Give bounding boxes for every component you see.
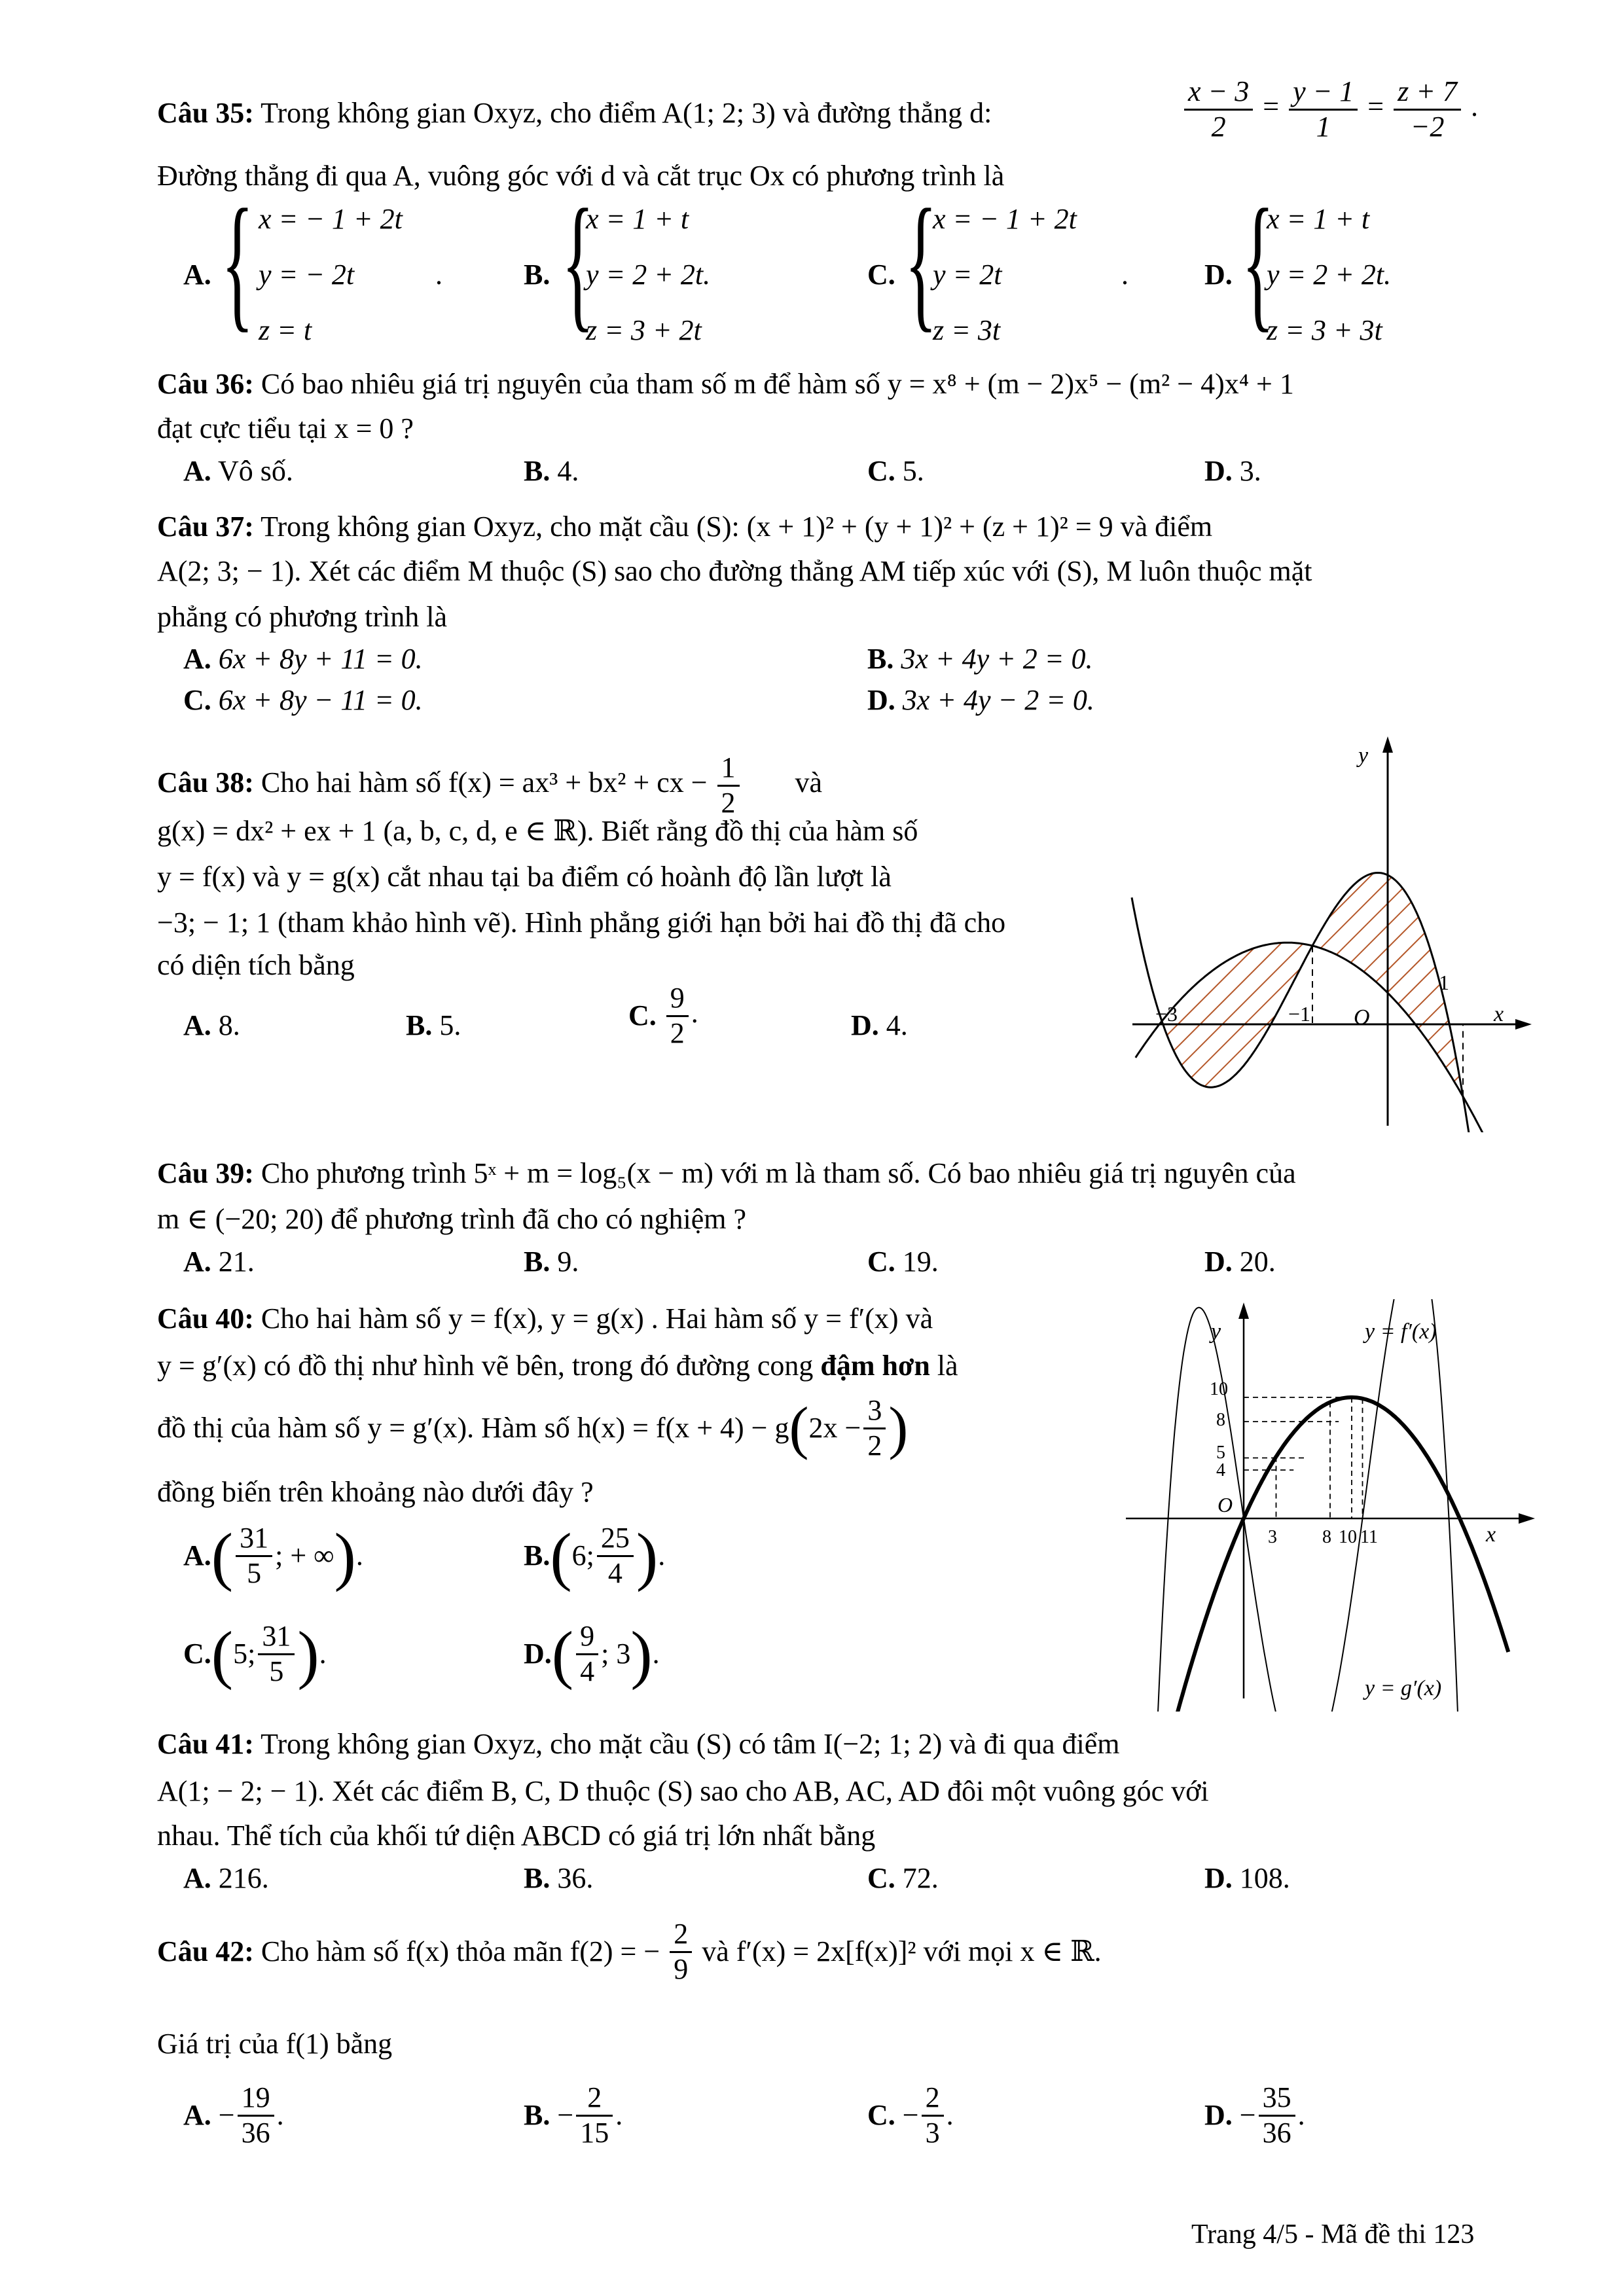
- option-b-key[interactable]: B.: [524, 259, 550, 291]
- option-a[interactable]: A. 216.: [183, 1862, 269, 1894]
- question-stem: m ∈ (−20; 20) để phương trình đã cho có nghiệm ?: [157, 1203, 746, 1235]
- question-label: Câu 41:: [157, 1728, 254, 1760]
- option-c[interactable]: C. 6x + 8y − 11 = 0.: [183, 684, 423, 716]
- option-a-key[interactable]: A.: [183, 259, 211, 291]
- y-tick-label: 5: [1216, 1443, 1225, 1463]
- question-stem: Trong không gian Oxyz, cho mặt cầu (S): (x + 1)² + (y + 1)² + (z + 1)² = 9 và điểm: [261, 511, 1213, 543]
- question-stem: phẳng có phương trình là: [157, 601, 448, 633]
- option-d[interactable]: D. 4.: [851, 1009, 908, 1041]
- question-stem: Đường thẳng đi qua A, vuông góc với d và cắt trục Ox có phương trình là: [157, 160, 1005, 192]
- x-axis-arrow-icon: [1519, 1513, 1535, 1524]
- option-b[interactable]: B. − $\frac{2}{15}$ .: [524, 2081, 623, 2149]
- question-stem: Có bao nhiêu giá trị nguyên của tham số m để hàm số y = x⁸ + (m − 2)x⁵ − (m² − 4)x⁴ + 1: [261, 368, 1294, 400]
- brace-icon: {: [905, 178, 937, 345]
- option-a[interactable]: A. 6x + 8y + 11 = 0.: [183, 643, 423, 675]
- option-b[interactable]: B. 9.: [524, 1246, 579, 1278]
- option-a-line: y = − 2t: [259, 259, 355, 291]
- y-axis-label: y: [1358, 744, 1369, 768]
- tick-label: −1: [1288, 1002, 1311, 1026]
- option-a[interactable]: A. 8.: [183, 1009, 240, 1041]
- graph-q38: [1113, 733, 1538, 1132]
- x-tick-label: 8: [1322, 1527, 1331, 1547]
- option-c[interactable]: C. $\frac{9}{2}$ .: [628, 982, 698, 1049]
- option-d[interactable]: D. 3x + 4y − 2 = 0.: [867, 684, 1094, 716]
- option-b-line: x = 1 + t: [586, 203, 689, 235]
- option-b[interactable]: B. 3x + 4y + 2 = 0.: [867, 643, 1093, 675]
- option-c-key[interactable]: C.: [867, 259, 895, 291]
- question-stem: Cho hàm số f(x) thỏa mãn f(2) = −: [261, 1935, 660, 1967]
- origin-label: O: [1218, 1493, 1233, 1516]
- line-equation: $\frac{x - 3}{2}$ = $\frac{y - 1}{1}$ = $\frac{z + 7}{-2}$ .: [1182, 75, 1478, 143]
- option-d-line: z = 3 + 3t: [1267, 314, 1382, 346]
- option-a-line: z = t: [259, 314, 312, 346]
- question-stem: Trong không gian Oxyz, cho mặt cầu (S) có tâm I(−2; 1; 2) và đi qua điểm: [261, 1728, 1120, 1760]
- question-stem: đồng biến trên khoảng nào dưới đây ?: [157, 1476, 594, 1508]
- option-c[interactable]: C. − $\frac{2}{3}$ .: [867, 2081, 954, 2149]
- question-stem: Cho hai hàm số f(x) = ax³ + bx² + cx −: [261, 766, 708, 799]
- question-stem: Trong không gian Oxyz, cho điểm A(1; 2; 3) và đường thẳng d:: [261, 97, 992, 129]
- question-stem: đồ thị của hàm số y = g′(x). Hàm số h(x) = f(x + 4) − g(2x − $\frac{3}{2}$ ): [157, 1394, 909, 1462]
- option-c-line: x = − 1 + 2t: [933, 203, 1077, 235]
- question-label: Câu 36:: [157, 368, 254, 400]
- option-d[interactable]: D. 3.: [1204, 455, 1261, 487]
- option-d[interactable]: D.( $\frac{9}{4}$ ; 3).: [524, 1618, 660, 1691]
- question-stem: Cho phương trình 5ˣ + m = log₅(x − m) với m là tham số. Có bao nhiêu giá trị nguyên của: [261, 1157, 1296, 1189]
- g-curve-label: y = g′(x): [1365, 1676, 1442, 1700]
- option-d-key[interactable]: D.: [1204, 259, 1233, 291]
- brace-icon: {: [562, 178, 594, 345]
- x-tick-label: 11: [1360, 1527, 1378, 1547]
- x-axis-arrow-icon: [1515, 1019, 1532, 1030]
- question-stem: Giá trị của f(1) bằng: [157, 2028, 393, 2060]
- question-stem: Cho hai hàm số y = f(x), y = g(x) . Hai hàm số y = f′(x) và: [261, 1302, 933, 1335]
- tick-label: 1: [1439, 971, 1449, 994]
- question-label: Câu 42:: [157, 1935, 254, 1967]
- question-stem: y = g′(x) có đồ thị như hình vẽ bên, trong đó đường cong đậm hơn là: [157, 1350, 958, 1382]
- option-d-line: x = 1 + t: [1267, 203, 1370, 235]
- option-b-line: z = 3 + 2t: [586, 314, 702, 346]
- y-tick-label: 10: [1210, 1379, 1228, 1399]
- question-stem: A(1; − 2; − 1). Xét các điểm B, C, D thuộc (S) sao cho AB, AC, AD đôi một vuông góc với: [157, 1775, 1209, 1807]
- brace-icon: {: [221, 178, 254, 345]
- option-a-line: x = − 1 + 2t: [259, 203, 403, 235]
- option-b-line: y = 2 + 2t.: [586, 259, 711, 291]
- option-c-line: y = 2t: [933, 259, 1002, 291]
- option-c[interactable]: C.(5; $\frac{31}{5}$ ).: [183, 1618, 327, 1691]
- origin-label: O: [1354, 1005, 1370, 1030]
- y-axis-arrow-icon: [1238, 1302, 1249, 1319]
- graph-q40: [1113, 1299, 1538, 1712]
- question-label: Câu 38:: [157, 766, 254, 799]
- option-a[interactable]: A.( $\frac{31}{5}$ ; + ∞).: [183, 1520, 363, 1592]
- question-stem: g(x) = dx² + ex + 1 (a, b, c, d, e ∈ ℝ). Biết rằng đồ thị của hàm số: [157, 815, 918, 847]
- option-c[interactable]: C. 5.: [867, 455, 924, 487]
- option-a[interactable]: A. − $\frac{19}{36}$ .: [183, 2081, 284, 2149]
- question-label: Câu 37:: [157, 511, 254, 543]
- y-axis-arrow-icon: [1382, 736, 1393, 753]
- option-b[interactable]: B. 4.: [524, 455, 579, 487]
- option-d[interactable]: D. 108.: [1204, 1862, 1290, 1894]
- f-curve-label: y = f′(x): [1365, 1319, 1437, 1344]
- question-stem: A(2; 3; − 1). Xét các điểm M thuộc (S) sao cho đường thẳng AM tiếp xúc với (S), M luôn thuộc mặt: [157, 555, 1312, 587]
- option-b[interactable]: B. 5.: [406, 1009, 461, 1041]
- page-footer: Trang 4/5 - Mã đề thi 123: [1191, 2219, 1475, 2250]
- x-tick-label: 10: [1339, 1527, 1357, 1547]
- y-tick-label: 4: [1216, 1460, 1225, 1480]
- y-tick-label: 8: [1216, 1410, 1225, 1430]
- option-c-line: z = 3t: [933, 314, 1001, 346]
- question-label: Câu 39:: [157, 1157, 254, 1189]
- x-axis-label: x: [1494, 1002, 1504, 1026]
- option-a[interactable]: A. 21.: [183, 1246, 255, 1278]
- question-stem: có diện tích bằng: [157, 949, 355, 981]
- y-axis-label: y: [1211, 1319, 1221, 1344]
- question-stem: y = f(x) và y = g(x) cắt nhau tại ba điểm có hoành độ lần lượt là: [157, 861, 892, 893]
- tick-label: −3: [1155, 1002, 1178, 1026]
- option-b[interactable]: B. 36.: [524, 1862, 594, 1894]
- question-stem: đạt cực tiểu tại x = 0 ?: [157, 412, 414, 444]
- option-c[interactable]: C. 72.: [867, 1862, 939, 1894]
- question-label: Câu 40:: [157, 1302, 254, 1335]
- option-d[interactable]: D. − $\frac{35}{36}$ .: [1204, 2081, 1305, 2149]
- option-b[interactable]: B.(6; $\frac{25}{4}$ ).: [524, 1520, 666, 1592]
- option-a[interactable]: A. Vô số.: [183, 455, 293, 487]
- question-stem: nhau. Thể tích của khối tứ diện ABCD có giá trị lớn nhất bằng: [157, 1820, 876, 1852]
- curve-g-prime: [1141, 1397, 1508, 1712]
- question-stem: −3; − 1; 1 (tham khảo hình vẽ). Hình phẳng giới hạn bởi hai đồ thị đã cho: [157, 906, 1006, 939]
- x-axis-label: x: [1486, 1522, 1496, 1547]
- option-d-line: y = 2 + 2t.: [1267, 259, 1392, 291]
- brace-icon: {: [1242, 178, 1274, 345]
- option-c[interactable]: C. 19.: [867, 1246, 939, 1278]
- option-d[interactable]: D. 20.: [1204, 1246, 1276, 1278]
- x-tick-label: 3: [1268, 1527, 1277, 1547]
- question-label: Câu 35:: [157, 97, 254, 129]
